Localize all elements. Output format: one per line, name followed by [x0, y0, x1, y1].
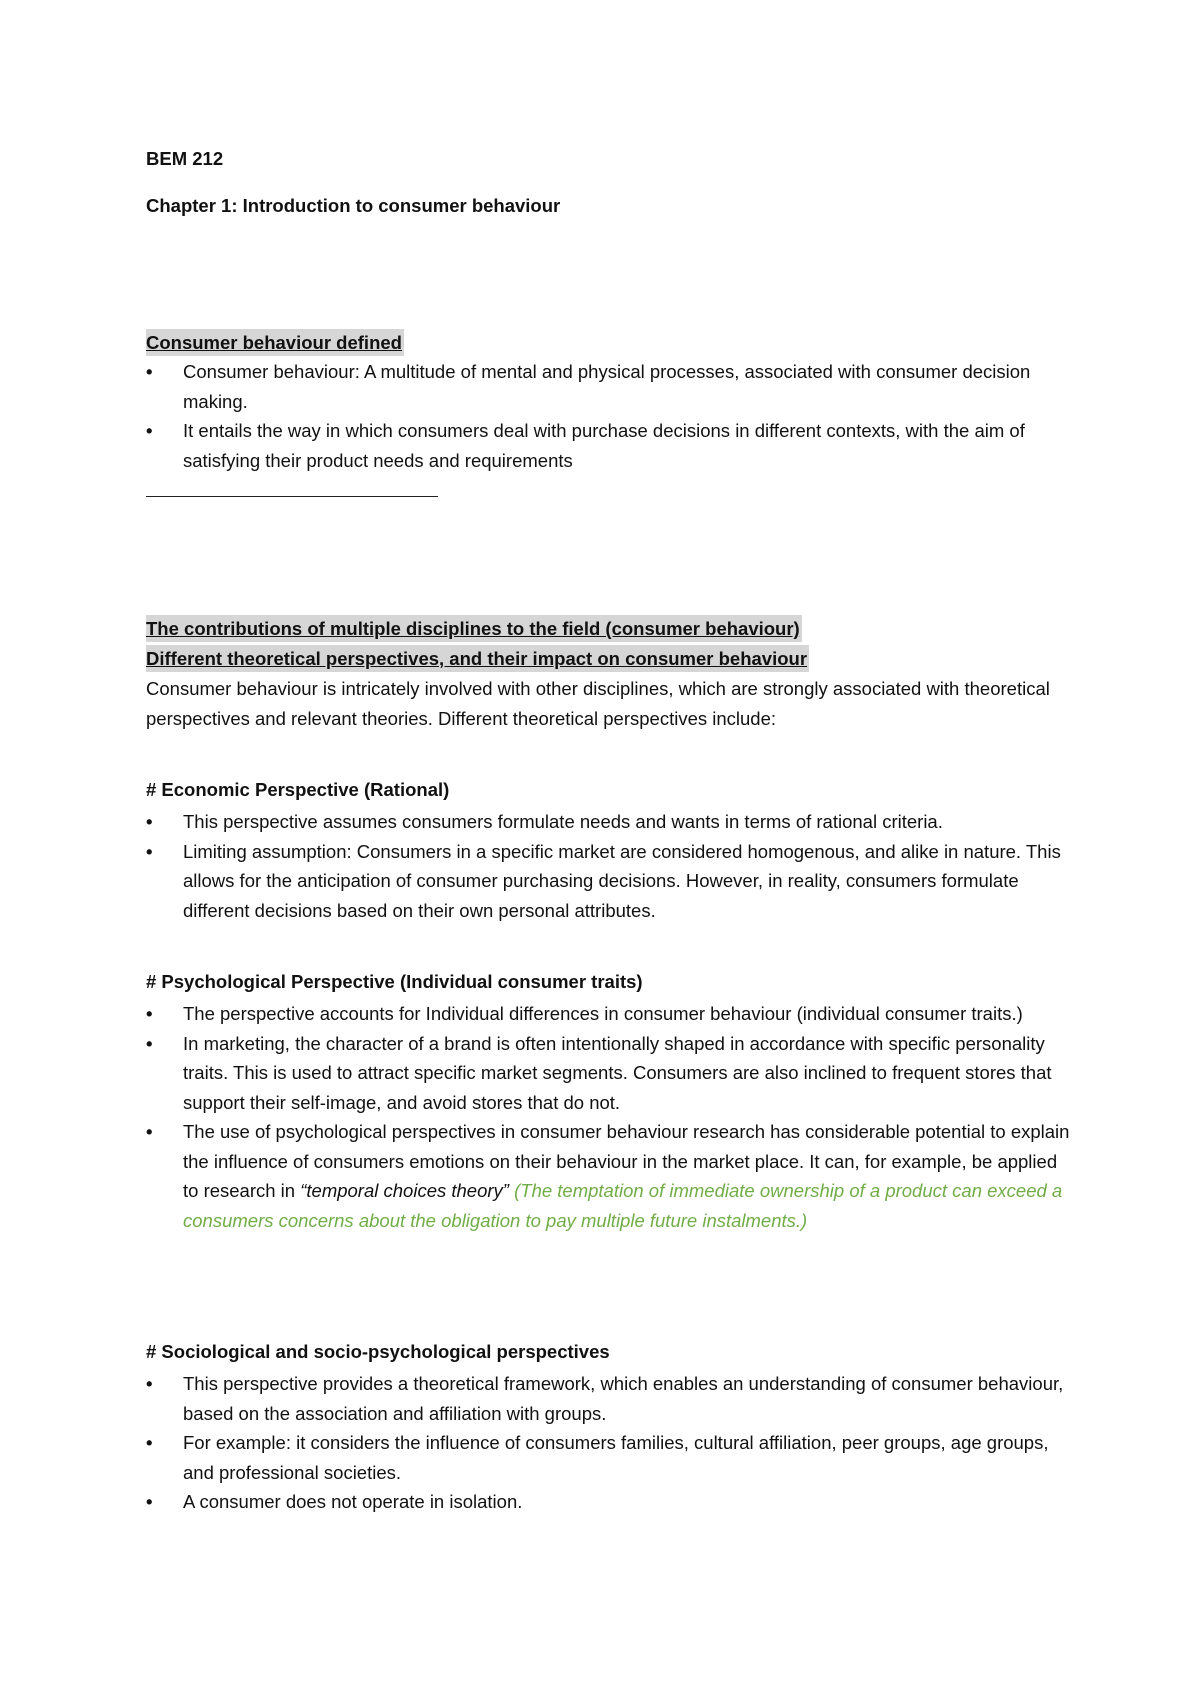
sociological-perspective-heading: # Sociological and socio-psychological perspectives [146, 1341, 610, 1362]
list-item: • Consumer behaviour: A multitude of mental and physical processes, associated with consumer decision making. [146, 357, 1076, 416]
economic-perspective-heading: # Economic Perspective (Rational) [146, 779, 450, 800]
list-item: • The perspective accounts for Individual differences in consumer behaviour (individual consumer traits.) [146, 999, 1076, 1029]
list-item: • This perspective assumes consumers formulate needs and wants in terms of rational criteria. [146, 807, 1076, 837]
course-code: BEM 212 [146, 148, 224, 169]
list-item: • Limiting assumption: Consumers in a specific market are considered homogenous, and alike in nature. This allows for the anticipation of consumer purchasing decisions. However, in reality, consumers formulate different decisions based on their own personal attributes. [146, 837, 1076, 926]
section-heading-theoretical-perspectives [146, 645, 809, 672]
bullet-text: The use of psychological perspectives in consumer behaviour research has considerable potential to explain the influence of consumers emotions on their behaviour in the market place. It can, for example, be applied to research in [183, 1121, 1070, 1201]
list-item: • For example: it considers the influence of consumers families, cultural affiliation, peer groups, age groups, and professional societies. [146, 1428, 1076, 1487]
list-item: • A consumer does not operate in isolation. [146, 1487, 1076, 1517]
section-heading-contributions [146, 615, 802, 642]
list-item: • This perspective provides a theoretical framework, which enables an understanding of consumer behaviour, based on the association and affiliation with groups. [146, 1369, 1076, 1428]
temporal-choices-theory: “temporal choices theory” [300, 1180, 509, 1201]
economic-bullet-list [146, 807, 1076, 925]
list-item: • In marketing, the character of a brand is often intentionally shaped in accordance with specific personality traits. This is used to attract specific market segments. Consumers are also inclined to frequent stores that support their self-image, and avoid stores that do not. [146, 1029, 1076, 1118]
psychological-perspective-heading: # Psychological Perspective (Individual consumer traits) [146, 971, 643, 992]
highlighted-heading: The contributions of multiple disciplines to the field (consumer behaviour) [146, 615, 802, 642]
psychological-bullet-list [146, 999, 1076, 1235]
green-explanatory-note: (The temptation of immediate ownership of a product can exceed a consumers concerns about the obligation to pay multiple future instalments.) [183, 1180, 1063, 1231]
highlighted-heading: Different theoretical perspectives, and their impact on consumer behaviour [146, 645, 809, 672]
definition-bullet-list [146, 357, 1076, 475]
chapter-title: Chapter 1: Introduction to consumer behaviour [146, 195, 561, 216]
intro-paragraph: Consumer behaviour is intricately involved with other disciplines, which are strongly associated with theoretical perspectives and relevant theories. Different theoretical perspectives include: [146, 678, 1050, 729]
highlighted-heading: Consumer behaviour defined [146, 329, 404, 356]
section-heading-consumer-behaviour-defined [146, 329, 404, 356]
sociological-bullet-list [146, 1369, 1076, 1517]
list-item: • It entails the way in which consumers deal with purchase decisions in different contexts, with the aim of satisfying their product needs and requirements [146, 416, 1076, 475]
horizontal-divider [146, 496, 438, 497]
list-item [146, 1117, 1076, 1235]
